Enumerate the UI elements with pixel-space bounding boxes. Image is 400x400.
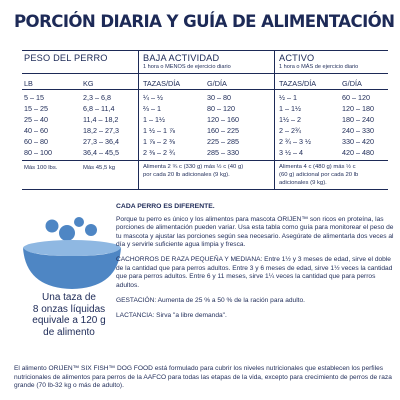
puppies-paragraph: CACHORROS DE RAZA PEQUEÑA Y MEDIANA: Entre 1½ y 3 meses de edad, sirve el doble de la cantidad que para perros adultos. Entre 3 y 6 meses de edad, sirve 1½ veces la cantidad que para perros adultos. Entre 6 y 11 meses, sirve 1¼ veces la cantidad que para perros adultos. xyxy=(116,256,393,289)
notes-paragraph: Porque tu perro es único y los alimentos para mascota ORIJEN™ son ricos en proteína, las porciones de alimentación pueden variar. Usa esta tabla como guía para monitorear el peso de tu mascota y ajustar las porciones según sea necesario. Asegúrate de alimentarla dos veces al día y servirle suficiente agua limpia y fresca. xyxy=(116,215,394,249)
active-header: ACTIVO xyxy=(279,53,315,63)
more-active-note-1: Alimenta 4 c (480 g) más ½ c xyxy=(279,164,356,170)
weight-header: PESO DEL PERRO xyxy=(24,53,108,63)
col-cups-active: TAZAS/DÍA xyxy=(279,79,317,88)
cup-line-3: equivale a 120 g xyxy=(32,315,106,326)
notes-heading: CADA PERRO ES DIFERENTE. xyxy=(116,203,215,210)
more-active-note-2: (60 g) adicional por cada 20 lb xyxy=(279,172,359,178)
more-active-note-3: adicionales (9 kg). xyxy=(279,180,327,186)
feeding-notes xyxy=(116,203,396,326)
more-lb: Más 100 lbs. xyxy=(24,165,58,171)
cup-line-4: de alimento xyxy=(43,326,95,338)
col-lb: LB xyxy=(24,79,33,88)
cup-line-2: 8 onzas líquidas xyxy=(32,303,106,315)
more-kg: Más 45,5 kg xyxy=(83,165,116,171)
food-bowl-icon xyxy=(20,212,130,292)
more-low-note-1: Alimenta 2 ¾ c (330 g) más ½ c (40 g) xyxy=(143,164,244,170)
col-cups-low: TAZAS/DÍA xyxy=(143,79,181,88)
cup-equivalence xyxy=(8,292,130,338)
lactation-paragraph: LACTANCIA: Sirva "a libre demanda". xyxy=(116,311,227,319)
active-sub: 1 hora o MÁS de ejercicio diario xyxy=(279,64,359,70)
cup-line-1: Una taza de xyxy=(42,292,96,303)
page-title: PORCIÓN DIARIA Y GUÍA DE ALIMENTACIÓN xyxy=(14,12,395,31)
low-activity-header: BAJA ACTIVIDAD xyxy=(143,53,220,63)
footer-statement: El alimento ORIJEN™ SIX FISH™ DOG FOOD está formulado para cubrir los niveles nutricionales que establecen los perfiles nutricionales de alimentos para perros de la AAFCO para todas las etapas de la vida, excepto para crecimiento de perros de raza grande (70 lb-32 kg o más de adulto). xyxy=(14,365,392,390)
low-activity-sub: 1 hora o MENOS de ejercicio diario xyxy=(143,64,231,70)
col-kg: KG xyxy=(83,79,94,88)
gestation-paragraph: GESTACIÓN: Aumenta de 25 % a 50 % de la ración para adulto. xyxy=(116,296,306,304)
col-g-low: G/DÍA xyxy=(207,79,227,88)
col-g-active: G/DÍA xyxy=(342,79,362,88)
more-low-note-2: por cada 20 lb adicionales (9 kg). xyxy=(143,172,230,178)
